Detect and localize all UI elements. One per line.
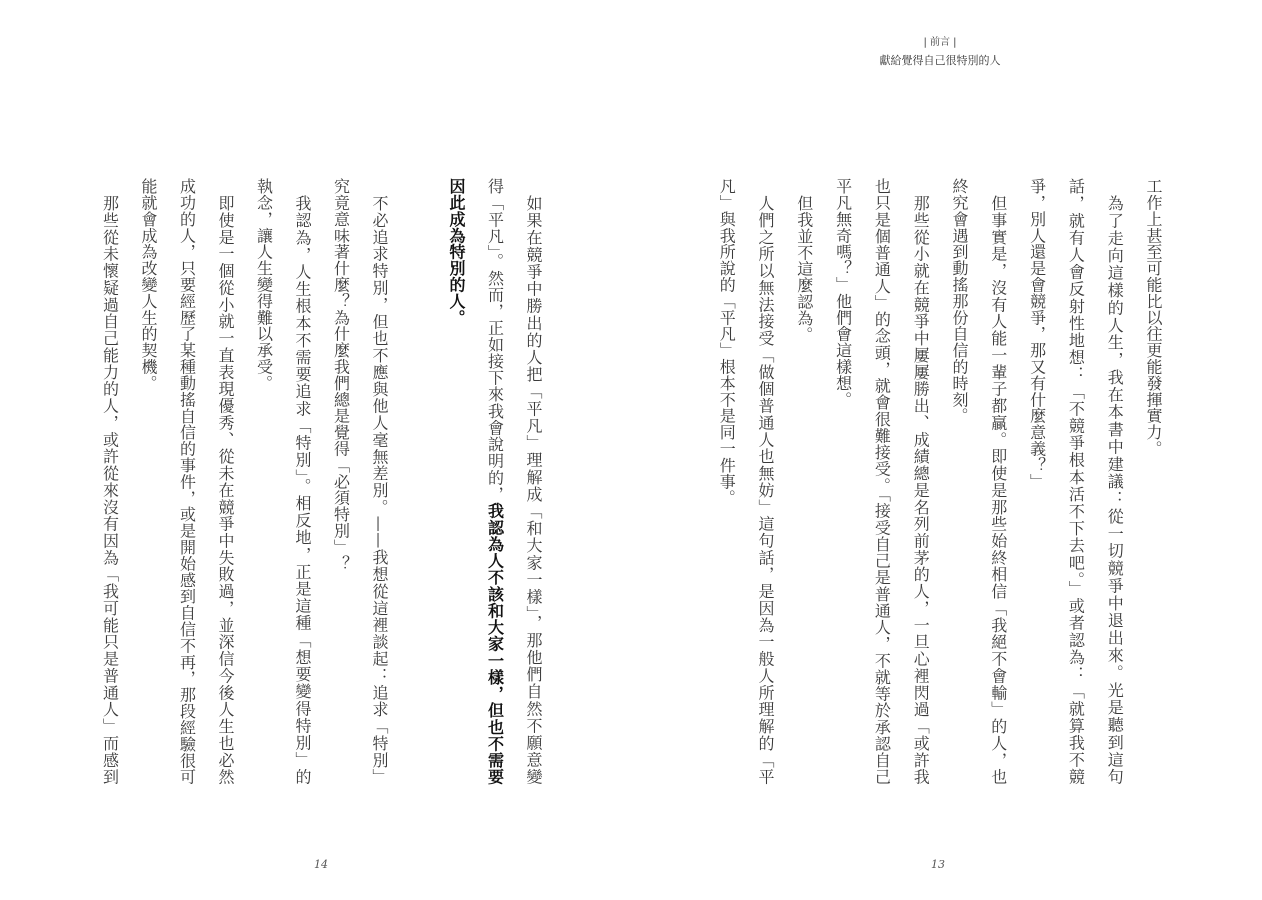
body-text: 那些從小就在競爭中屢屢勝出、成績總是名列前茅的人，一旦心裡閃過「或許我: [911, 195, 931, 785]
body-text: 如果在競爭中勝出的人把「平凡」理解成「和大家一樣」，那他們自然不願意變: [524, 195, 543, 785]
text-column: [754, 178, 776, 785]
body-text: 工作上甚至可能比以往更能發揮實力。: [1144, 178, 1163, 457]
body-text: 為了走向這樣的人生，我在本書中建議：從一切競爭中退出來。光是聽到這句: [1105, 195, 1125, 785]
body-text: 能就會成為改變人生的契機。: [139, 178, 158, 392]
body-text: 話，就有人會反射性地想：「不競爭根本活不下去吧。」或者認為：「就算我不競: [1066, 178, 1086, 785]
body-text: 究竟意味著什麼？為什麼我們總是覺得「必須特別」？: [331, 178, 351, 572]
text-column: [1064, 178, 1086, 785]
text-column: [987, 178, 1009, 785]
body-text: 即使是一個從小就一直表現優秀、從未在競爭中失敗過，並深信今後人生也必然: [216, 195, 235, 785]
text-column: [522, 178, 544, 785]
text-column: [253, 178, 275, 785]
text-column: [793, 178, 815, 785]
text-column: [909, 178, 931, 785]
section-label-text: | 前言 |: [923, 37, 957, 48]
text-column: [1103, 178, 1125, 785]
text-column: [715, 178, 737, 785]
body-text: 人們之所以無法接受「做個普通人也無妨」這句話，是因為一般人所理解的「平: [756, 195, 775, 785]
text-column: [137, 178, 159, 785]
body-text: 不必追求特別，但也不應與他人毫無差別。——我想從這裡談起：追求「特別」: [370, 195, 389, 785]
text-column: [99, 178, 121, 785]
text-column: [330, 178, 352, 785]
text-column: [484, 178, 506, 785]
text-column: [291, 178, 313, 785]
text-column: [1142, 178, 1164, 785]
body-text: 但我並不這麼認為。: [794, 195, 814, 343]
text-column: [176, 178, 198, 785]
text-column: [1026, 178, 1048, 785]
text-column: [832, 178, 854, 785]
text-column: [870, 178, 892, 785]
body-text: 得「平凡」。然而，正如接下來我會說明的，: [485, 178, 505, 503]
body-text: 凡」與我所說的「平凡」根本不是同一件事。: [717, 178, 737, 506]
text-column: [948, 178, 970, 785]
body-text: 平凡無奇嗎？」他們會這樣想。: [833, 178, 853, 408]
text-column: [214, 178, 236, 785]
body-text: 爭，別人還是會競爭，那又有什麼意義？」: [1027, 178, 1047, 490]
body-text: 成功的人，只要經歷了某種動搖自信的事件，或是開始感到自信不再，那段經驗很可: [177, 178, 197, 785]
body-text: 那些從未懷疑過自己能力的人，或許從來沒有因為「我可能只是普通人」而感到: [100, 195, 120, 785]
body-text: 終究會遇到動搖那份自信的時刻。: [950, 178, 969, 424]
body-text: 但事實是，沒有人能一輩子都贏。即使是那些始終相信「我絕不會輸」的人，也: [988, 195, 1008, 785]
body-text: 也只是個普通人」的念頭，就會很難接受。「接受自己是普通人，不就等於承認自己: [872, 178, 892, 785]
body-text: 執念，讓人生變得難以承受。: [254, 178, 274, 392]
page-number-right: 13: [931, 858, 945, 871]
chapter-title: 獻給覺得自己很特別的人: [879, 54, 1001, 67]
text-column: [368, 178, 390, 785]
text-column: [445, 178, 467, 785]
bold-text: 我認為人不該和大家一樣，但也不需要: [485, 502, 505, 786]
body-text: 我認為，人生根本不需要追求「特別」。相反地，正是這種「想要變得特別」的: [293, 195, 312, 785]
page-number-left: 14: [314, 858, 328, 871]
bold-text: 因此成為特別的人。: [447, 178, 466, 326]
